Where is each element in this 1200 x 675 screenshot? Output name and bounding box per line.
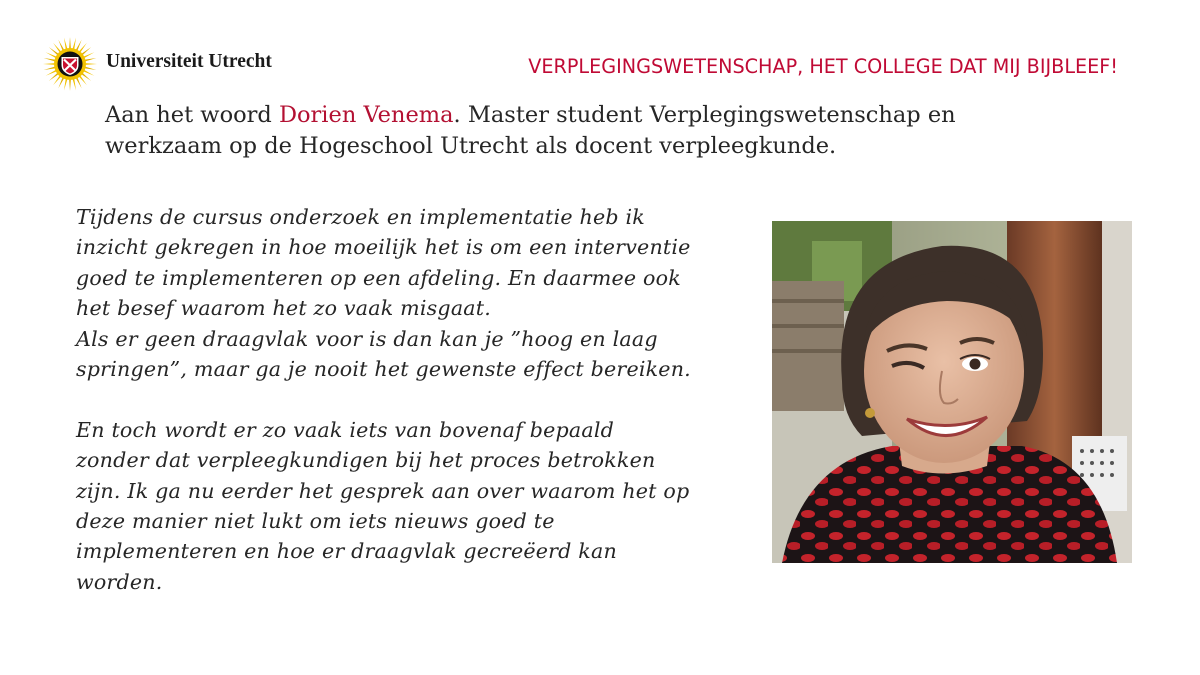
logo-ray [46,52,57,58]
quote-line: zijn. Ik ga nu eerder het gesprek aan over waarom het op [76,478,690,503]
quote-text [76,202,756,597]
logo-ray [44,66,56,70]
quote-line: goed te implementeren op een afdeling. En daarmee ook [76,265,681,290]
logo-ray [64,78,68,90]
quote-line: springen”, maar ga je nooit het gewenste effect bereiken. [76,357,691,382]
quote-line: worden. [76,569,163,594]
logo-ray [64,38,68,50]
quote-line: Tijdens de cursus onderzoek en implementatie heb ik [76,205,645,229]
logo-ray [83,52,94,58]
logo-ray [76,40,82,51]
logo-ray [43,63,55,65]
logo-ray [76,77,82,88]
logo-ray [46,70,57,76]
university-logo-icon [42,36,98,92]
quote-line: En toch wordt er zo vaak iets van bovenaf bepaald [76,417,614,442]
intro-text [105,100,1105,162]
portrait-photo [772,221,1132,563]
quote-line: het besef waarom het zo vaak misgaat. [76,296,491,321]
logo-ray [69,37,71,49]
quote-line: implementeren en hoe er draagvlak gecreëerd kan [76,539,617,564]
logo-ray [72,78,76,90]
logo-ray [84,58,96,62]
intro-line2: werkzaam op de Hogeschool Utrecht als docent verpleegkunde. [105,133,837,159]
logo-ray [72,38,76,50]
intro-lead: Aan het woord [105,102,279,128]
logo-ray [84,66,96,70]
quote-line: zonder dat verpleegkundigen bij het proces betrokken [76,448,656,473]
paragraph-gap [76,384,756,414]
university-name: Universiteit Utrecht [106,51,272,72]
logo-ray [58,77,64,88]
logo-ray [44,58,56,62]
logo-ray [69,79,71,91]
logo-ray [83,70,94,76]
slide-title: VERPLEGINGSWETENSCHAP, HET COLLEGE DAT MIJ BIJBLEEF! [528,55,1118,78]
intro-rest: . Master student Verplegingswetenschap en [453,102,956,128]
speaker-name: Dorien Venema [278,102,454,128]
quote-line: deze manier niet lukt om iets nieuws goed te [76,509,555,534]
quote-line: Als er geen draagvlak voor is dan kan je ”hoog en laag [76,326,658,351]
quote-line: inzicht gekregen in hoe moeilijk het is om een interventie [76,235,691,260]
logo-ray [58,40,64,51]
logo-ray [85,63,97,65]
